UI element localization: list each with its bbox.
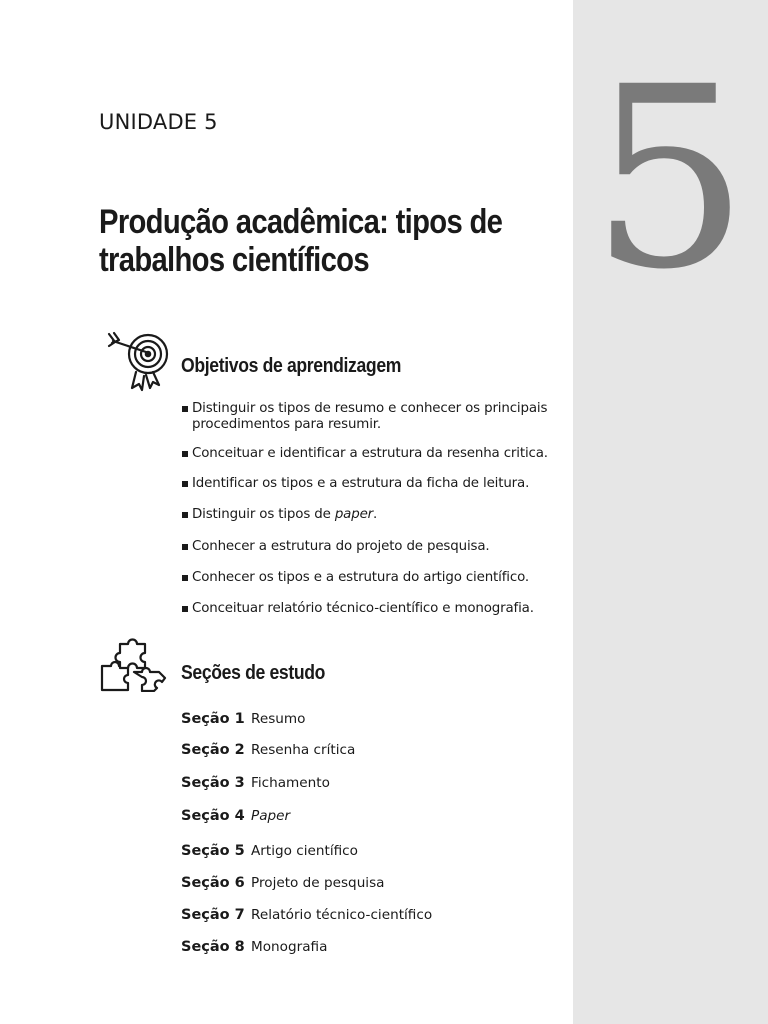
objective-text-suffix: . bbox=[373, 507, 378, 522]
objective-item-4 bbox=[181, 507, 572, 523]
bullet-icon bbox=[182, 575, 188, 581]
objective-item-3 bbox=[181, 476, 572, 492]
study-sections-heading: Seções de estudo bbox=[181, 662, 326, 684]
objective-text: Conhecer a estrutura do projeto de pesquisa. bbox=[192, 539, 490, 554]
section-number: Seção 4 bbox=[181, 808, 245, 824]
section-number: Seção 7 bbox=[181, 907, 245, 923]
section-title: Paper bbox=[251, 808, 291, 824]
section-title: Relatório técnico-científico bbox=[251, 907, 433, 923]
objective-text: Identificar os tipos e a estrutura da ficha de leitura. bbox=[192, 476, 530, 491]
objective-item-6 bbox=[181, 570, 572, 586]
bullet-icon bbox=[182, 512, 188, 518]
objective-text-emphasis: paper bbox=[334, 507, 374, 522]
unit-label: UNIDADE 5 bbox=[99, 110, 218, 134]
objective-item-5 bbox=[181, 539, 572, 555]
objective-text-prefix: Distinguir os tipos de bbox=[192, 507, 335, 522]
bullet-icon bbox=[182, 606, 188, 612]
bullet-icon bbox=[182, 481, 188, 487]
page-title-line-2: trabalhos científicos bbox=[99, 241, 369, 279]
bullet-icon bbox=[182, 544, 188, 550]
objective-text-line-1: Distinguir os tipos de resumo e conhecer os principais bbox=[192, 401, 548, 416]
objective-item-2 bbox=[181, 446, 572, 462]
section-number: Seção 8 bbox=[181, 939, 245, 955]
section-title: Projeto de pesquisa bbox=[251, 875, 385, 891]
section-number: Seção 3 bbox=[181, 775, 245, 791]
target-icon bbox=[106, 330, 170, 394]
objective-text: Conceituar e identificar a estrutura da resenha critica. bbox=[192, 446, 548, 461]
section-title: Artigo científico bbox=[251, 843, 358, 859]
objective-text: Conhecer os tipos e a estrutura do artigo científico. bbox=[192, 570, 529, 585]
objective-text-line-2: procedimentos para resumir. bbox=[192, 417, 382, 432]
section-number: Seção 1 bbox=[181, 711, 245, 727]
objective-item-7 bbox=[181, 601, 572, 617]
bullet-icon bbox=[182, 451, 188, 457]
objectives-heading: Objetivos de aprendizagem bbox=[181, 355, 402, 377]
section-number: Seção 6 bbox=[181, 875, 245, 891]
section-title: Resumo bbox=[251, 711, 306, 727]
objective-text: Conceituar relatório técnico-científico e monografia. bbox=[192, 601, 534, 616]
objective-item-1 bbox=[181, 401, 572, 433]
section-title: Monografia bbox=[251, 939, 328, 955]
section-title: Resenha crítica bbox=[251, 742, 356, 758]
puzzle-icon bbox=[98, 636, 172, 692]
page-title bbox=[99, 203, 503, 279]
chapter-number: 5 bbox=[590, 33, 750, 324]
bullet-icon bbox=[182, 406, 188, 412]
page-title-line-1: Produção acadêmica: tipos de bbox=[99, 203, 503, 241]
section-number: Seção 5 bbox=[181, 843, 245, 859]
section-title: Fichamento bbox=[251, 775, 330, 791]
section-number: Seção 2 bbox=[181, 742, 245, 758]
